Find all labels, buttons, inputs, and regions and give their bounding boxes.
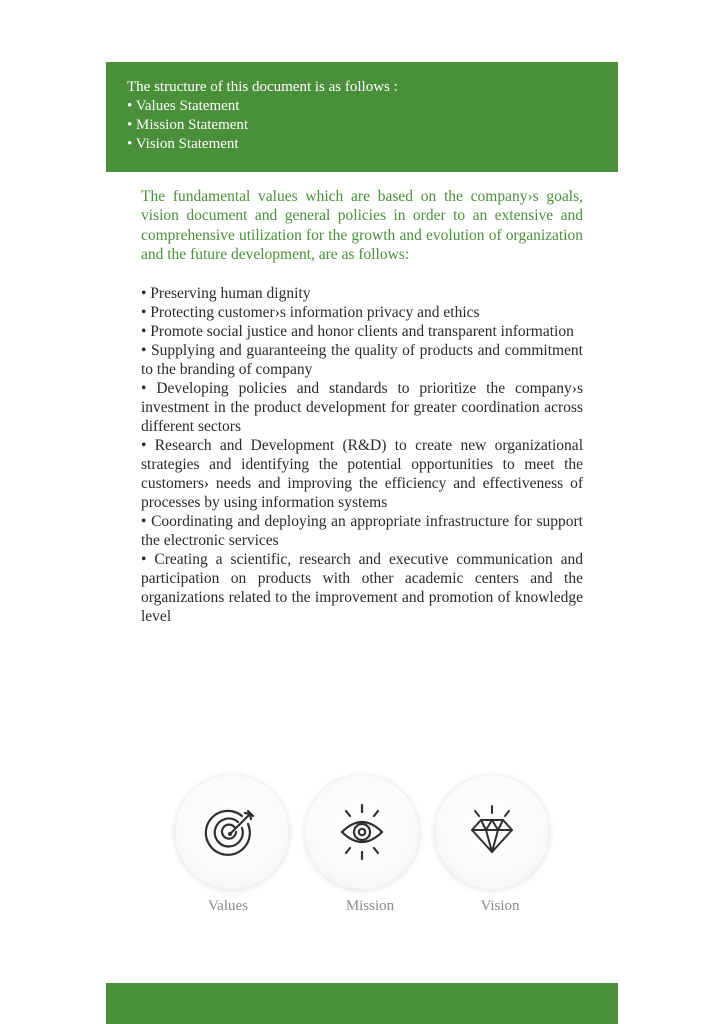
values-bullet-list [141,284,583,626]
structure-item-values: • Values Statement [127,98,240,114]
values-label: Values [208,898,248,914]
list-item: • Developing policies and standards to prioritize the company›s investment in the product development for greater coordination across different sectors [141,380,583,435]
mission-label: Mission [345,898,395,914]
list-item: • Creating a scientific, research and executive communication and participation on products with other academic centers and the organizations related to the improvement and promotion of knowledge level [141,551,583,625]
list-item: • Protecting customer›s information privacy and ethics [141,304,480,321]
list-item: • Supplying and guaranteeing the quality of products and commitment to the branding of company [141,342,583,378]
footer-bar [106,983,618,1024]
structure-item-vision: • Vision Statement [127,136,239,152]
eye-icon [332,802,392,862]
structure-item-mission: • Mission Statement [127,117,249,133]
diamond-icon [462,802,522,862]
structure-intro-line: The structure of this document is as follows : [127,79,398,95]
list-item: • Research and Development (R&D) to create new organizational strategies and identifying the potential opportunities to meet the customers› needs and improving the efficiency and effectiveness of processes by using information systems [141,437,583,511]
list-item: • Preserving human dignity [141,285,311,302]
list-item: • Coordinating and deploying an appropriate infrastructure for support the electronic services [141,513,583,549]
values-intro-paragraph: The fundamental values which are based on the company›s goals, vision document and general policies in order to an extensive and comprehensive utilization for the growth and evolution of organization and the future development, are as follows: [141,188,583,263]
values-icon-circle [174,774,290,890]
vision-icon-circle [434,774,550,890]
vision-label: Vision [480,898,520,914]
list-item: • Promote social justice and honor clients and transparent information [141,323,574,340]
structure-header-box [106,62,618,172]
target-icon [202,802,262,862]
mission-icon-circle [304,774,420,890]
